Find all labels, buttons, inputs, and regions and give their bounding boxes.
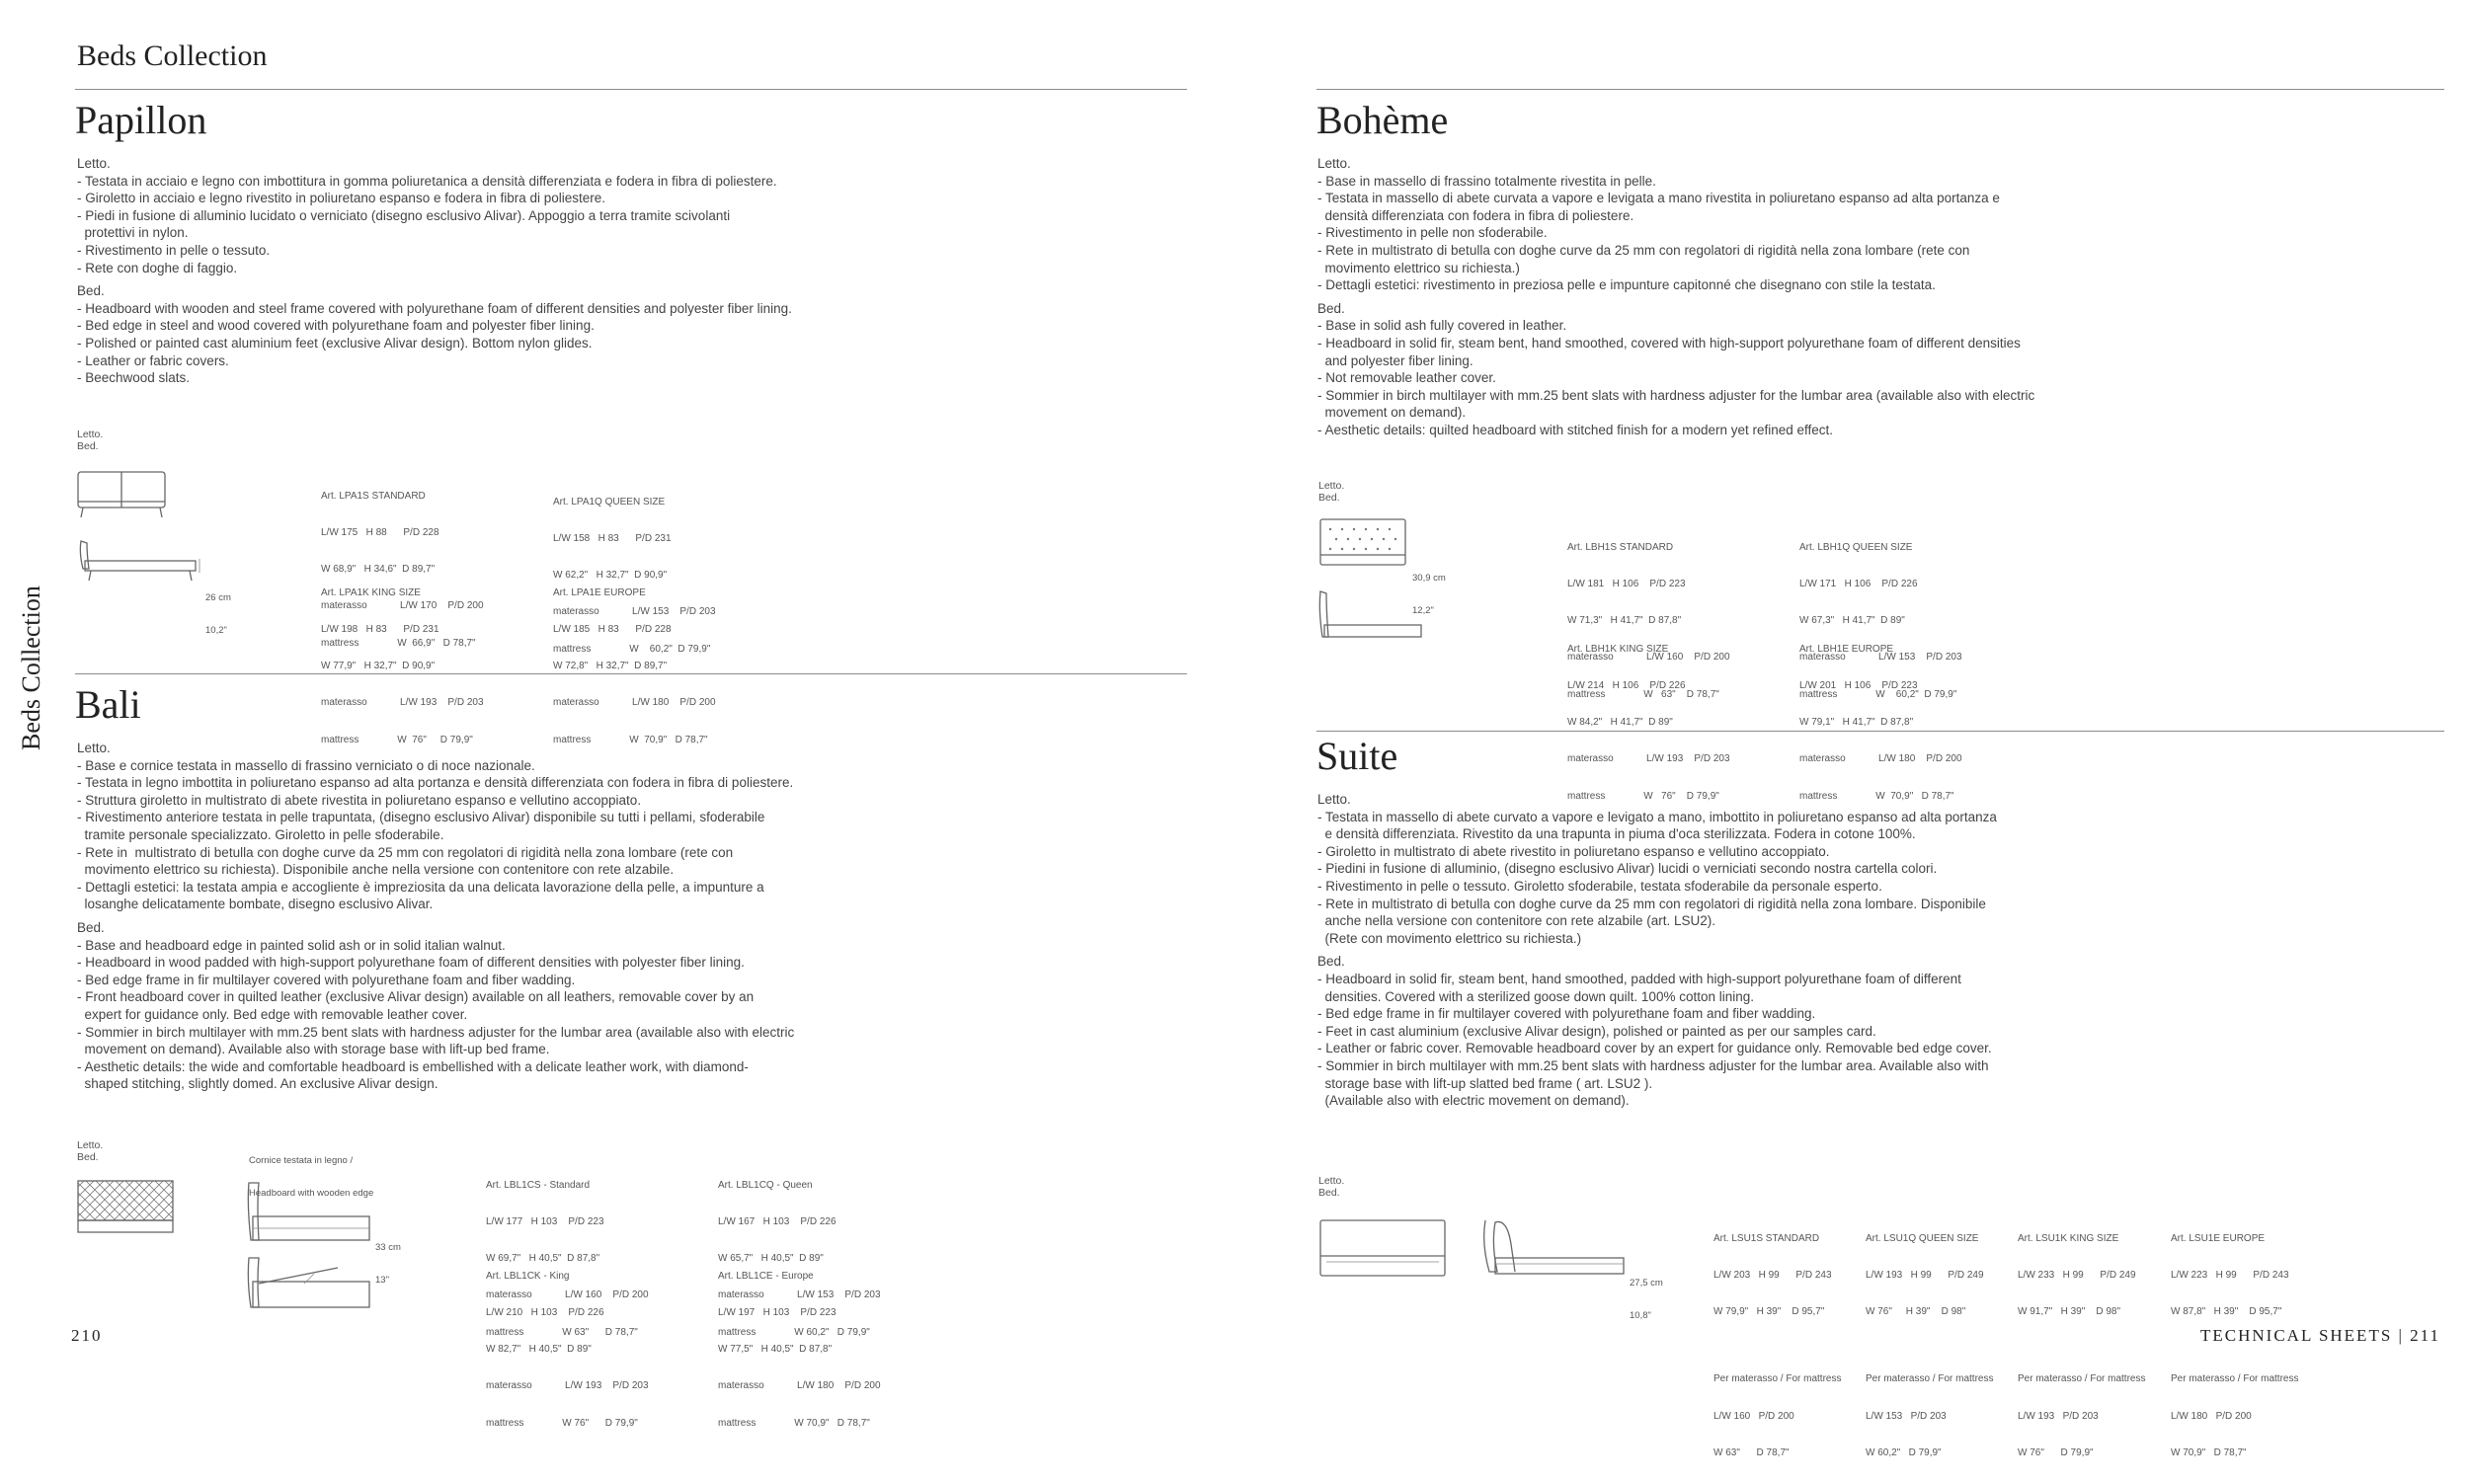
desc-line: expert for guidance only. Bed edge with removable leather cover. <box>77 1006 468 1022</box>
spec-row: W 71,3" H 41,7" D 87,8" <box>1567 615 1682 627</box>
spec-row: W 65,7" H 40,5" D 89" <box>718 1253 824 1265</box>
desc-line: movimento elettrico su richiesta). Disponibile anche nella versione con contenitore con rete alzabile. <box>77 862 675 878</box>
spec-row: L/W 185 H 83 P/D 228 <box>553 624 672 636</box>
desc-line: - Sommier in birch multilayer with mm.25 bent slats with hardness adjuster for the lumbar area (available also with electric <box>77 1024 795 1040</box>
italian-description <box>1317 155 2433 294</box>
spec-row: L/W 160 P/D 200 <box>1713 1410 1794 1422</box>
desc-line: densities. Covered with a sterilized goose down quilt. 100% cotton lining. <box>1317 988 1754 1004</box>
drawing-label-it: Letto. <box>77 429 104 440</box>
desc-line: shaped stitching, slightly domed. An exclusive Alivar design. <box>77 1076 438 1092</box>
desc-line: - Rivestimento anteriore testata in pelle trapuntata, (disegno esclusivo Alivar) disponibile su tutti i pellami, sfoderabile <box>77 810 765 825</box>
desc-line: - Rete in multistrato di betulla con doghe curve da 25 mm con regolatori di rigidità nella zona lombare (rete con <box>1317 242 1970 258</box>
desc-line: - Rete in multistrato di betulla con doghe curve da 25 mm con regolatori di rigidità nella zona lombare. Disponibile <box>1317 896 1986 911</box>
spec-block <box>1713 1209 1841 1484</box>
spec-row: Per materasso / For mattress <box>1866 1373 1994 1385</box>
spec-row: W 63" D 78,7" <box>1713 1446 1790 1458</box>
drawing-label-en: Bed. <box>1318 1187 1340 1200</box>
height-dimension <box>1630 1256 1663 1343</box>
spec-title: Art. LBL1CS - Standard <box>486 1179 591 1191</box>
spec-row: materasso L/W 170 P/D 200 <box>321 600 484 612</box>
spec-row: W 69,7" H 40,5" D 87,8" <box>486 1253 600 1265</box>
spec-row: mattress W 63" D 78,7" <box>1567 688 1719 700</box>
frame-note-en: Headboard with wooden edge <box>249 1188 374 1199</box>
spec-row: mattress W 76" D 79,9" <box>486 1417 638 1429</box>
spec-title: Art. LBH1E EUROPE <box>1799 643 1894 655</box>
spec-row: Per materasso / For mattress <box>2018 1373 2146 1385</box>
desc-line: - Leather or fabric cover. Removable headboard cover by an expert for guidance only. Removable bed edge cover. <box>1317 1041 1992 1056</box>
desc-line: - Front headboard cover in quilted leather (exclusive Alivar design) available on all leathers, removable cover by an <box>77 989 755 1005</box>
desc-line: Letto. <box>77 156 111 171</box>
spec-row: mattress W 60,2" D 79,9" <box>553 643 711 655</box>
spec-row: mattress W 60,2" D 79,9" <box>718 1326 870 1338</box>
desc-line: - Testata in massello di abete curvata a vapore e levigata a mano rivestita in poliuretano espanso ad alta portanza e <box>1317 191 2000 206</box>
desc-line: movement on demand). <box>1317 405 1467 421</box>
spec-row: materasso L/W 193 P/D 203 <box>321 697 484 709</box>
desc-line: Letto. <box>1317 156 1351 171</box>
desc-line: - Giroletto in multistrato di abete rivestito in poliuretano espanso e vellutino accoppiato. <box>1317 843 1830 859</box>
dim-in: 12,2" <box>1412 605 1434 616</box>
spec-title: Art. LBL1CE - Europe <box>718 1270 814 1282</box>
drawing-label-en: Bed. <box>77 1151 99 1164</box>
desc-line: - Leather or fabric covers. <box>77 352 229 368</box>
spec-block <box>2018 1209 2145 1484</box>
spec-row: mattress W 76" D 79,9" <box>1567 790 1719 802</box>
spec-row <box>1866 1343 1993 1349</box>
desc-line: - Sommier in birch multilayer with mm.25 bent slats with hardness adjuster for the lumbar area (available also with electric <box>1317 387 2035 403</box>
spec-title: Art. LPA1Q QUEEN SIZE <box>553 496 666 508</box>
spec-row: L/W 214 H 106 P/D 226 <box>1567 680 1686 692</box>
spec-row: materasso L/W 153 P/D 203 <box>1799 652 1962 664</box>
desc-line: - Rivestimento in pelle o tessuto. <box>77 242 271 258</box>
spec-row: L/W 198 H 83 P/D 231 <box>321 624 439 636</box>
desc-line: - Piedi in fusione di alluminio lucidato o verniciato (disegno esclusivo Alivar). Appoggio a terra tramite scivolanti <box>77 207 731 223</box>
spec-title: Art. LSU1E EUROPE <box>2171 1232 2266 1244</box>
spec-row <box>2171 1343 2298 1349</box>
spec-row: W 77,9" H 32,7" D 90,9" <box>321 661 436 672</box>
spec-row: materasso L/W 193 P/D 203 <box>1567 753 1730 765</box>
desc-line: densità differenziata con fodera in fibra di poliestere. <box>1317 207 1634 223</box>
spec-row: W 84,2" H 41,7" D 89" <box>1567 717 1673 729</box>
right-top-rule <box>1316 89 2444 90</box>
english-description <box>1317 300 2433 439</box>
spec-row: materasso L/W 153 P/D 203 <box>718 1289 881 1301</box>
spec-row: W 72,8" H 32,7" D 89,7" <box>553 661 668 672</box>
spec-row: L/W 167 H 103 P/D 226 <box>718 1216 836 1228</box>
product-description <box>77 740 1183 1099</box>
italian-description <box>77 740 1183 913</box>
spec-row: materasso L/W 160 P/D 200 <box>486 1289 649 1301</box>
spec-row: mattress W 63" D 78,7" <box>486 1326 638 1338</box>
drawing-label <box>1318 480 1344 505</box>
desc-line: - Testata in legno imbottita in poliuretano espanso ad alta portanza e densità differenziata con fodera in fibra di poliestere. <box>77 775 794 791</box>
spec-row <box>1713 1343 1841 1349</box>
spec-row: W 67,3" H 41,7" D 89" <box>1799 615 1905 627</box>
spec-row: W 62,2" H 32,7" D 90,9" <box>553 570 668 582</box>
desc-line: - Headboard in solid fir, steam bent, hand smoothed, covered with high-support polyurethane foam of different densities <box>1317 335 2021 351</box>
desc-line: - Aesthetic details: quilted headboard with stitched finish for a modern yet refined effect. <box>1317 422 1834 437</box>
desc-line: - Polished or painted cast aluminium feet (exclusive Alivar design). Bottom nylon glides. <box>77 335 593 351</box>
spec-row: L/W 210 H 103 P/D 226 <box>486 1307 604 1319</box>
collection-header: Beds Collection <box>77 39 268 72</box>
spec-row: W 91,7" H 39" D 98" <box>2018 1306 2121 1318</box>
desc-line: - Base in massello di frassino totalmente rivestita in pelle. <box>1317 173 1656 189</box>
frame-note-it: Cornice testata in legno / <box>249 1155 354 1166</box>
desc-line: - Base in solid ash fully covered in leather. <box>1317 318 1567 334</box>
spec-row: L/W 177 H 103 P/D 223 <box>486 1216 604 1228</box>
spec-row: L/W 197 H 103 P/D 223 <box>718 1307 836 1319</box>
desc-line: - Not removable leather cover. <box>1317 370 1496 386</box>
desc-line: - Struttura giroletto in multistrato di abete rivestita in poliuretano espanso e vellutino accoppiato. <box>77 792 642 808</box>
spec-row: W 77,5" H 40,5" D 87,8" <box>718 1344 833 1356</box>
drawing-label <box>77 1139 103 1164</box>
desc-line: e densità differenziata. Rivestito da una trapunta in piuma d'oca sterilizzata. Fodera in cotone 100%. <box>1317 826 1916 842</box>
desc-line: - Testata in massello di abete curvato a vapore e levigato a mano, imbottito in poliuretano espanso ad alta portanza <box>1317 809 1997 824</box>
spec-row: L/W 171 H 106 P/D 226 <box>1799 579 1918 590</box>
desc-line: - Base and headboard edge in painted solid ash or in solid italian walnut. <box>77 937 506 953</box>
spec-row: Per materasso / For mattress <box>2171 1373 2299 1385</box>
spec-row: mattress W 70,9" D 78,7" <box>1799 790 1954 802</box>
spec-row: W 82,7" H 40,5" D 89" <box>486 1344 592 1356</box>
spec-row: materasso L/W 160 P/D 200 <box>1567 652 1730 664</box>
dim-in: 10,8" <box>1630 1310 1651 1321</box>
product-description <box>77 155 1183 393</box>
spec-row: L/W 233 H 99 P/D 249 <box>2018 1270 2136 1282</box>
spec-title: Art. LPA1K KING SIZE <box>321 586 421 598</box>
spec-title: Art. LBH1S STANDARD <box>1567 541 1674 553</box>
desc-line: protettivi in nylon. <box>77 225 189 241</box>
spec-row: mattress W 66,9" D 78,7" <box>321 637 476 649</box>
spec-row: mattress W 60,2" D 79,9" <box>1799 688 1957 700</box>
spec-row: L/W 193 H 99 P/D 249 <box>1866 1270 1984 1282</box>
desc-line: anche nella versione con contenitore con rete alzabile (art. LSU2). <box>1317 913 1715 929</box>
desc-line: losanghe delicatamente bombate, disegno esclusivo Alivar. <box>77 897 434 912</box>
desc-line: - Headboard in solid fir, steam bent, hand smoothed, padded with high-support polyurethane foam of different <box>1317 971 1961 986</box>
english-description <box>77 919 1183 1093</box>
drawing-label-it: Letto. <box>1318 1175 1345 1187</box>
spec-row: W 70,9" D 78,7" <box>2171 1446 2247 1458</box>
desc-line: - Piedini in fusione di alluminio, (disegno esclusivo Alivar) lucidi o verniciati secondo nostra cartella colori. <box>1317 861 1938 877</box>
spec-row: materasso L/W 193 P/D 203 <box>486 1380 649 1392</box>
dim-cm: 27,5 cm <box>1630 1278 1663 1289</box>
desc-line: and polyester fiber lining. <box>1317 352 1473 368</box>
dim-in: 13" <box>375 1275 389 1286</box>
drawing-label-it: Letto. <box>77 1139 104 1151</box>
spec-row: materasso L/W 180 P/D 200 <box>553 697 716 709</box>
papillon-front-drawing <box>75 462 174 521</box>
spec-row: L/W 223 H 99 P/D 243 <box>2171 1270 2289 1282</box>
drawing-label-it: Letto. <box>1318 480 1345 492</box>
product-title: Bali <box>75 682 141 727</box>
dim-cm: 33 cm <box>375 1242 401 1253</box>
spec-row: L/W 175 H 88 P/D 228 <box>321 527 439 539</box>
product-title: Suite <box>1316 734 1398 778</box>
desc-line: - Bed edge in steel and wood covered with polyurethane foam and polyester fiber lining. <box>77 318 595 334</box>
dim-cm: 30,9 cm <box>1412 573 1446 584</box>
drawing-label-en: Bed. <box>77 440 99 453</box>
dim-in: 10,2" <box>205 625 227 636</box>
left-page-number: 210 <box>71 1326 103 1345</box>
spec-row: mattress W 76" D 79,9" <box>321 734 473 745</box>
desc-line: - Bed edge frame in fir multilayer covered with polyurethane foam and fiber wadding. <box>77 972 576 987</box>
spec-title: Art. LBL1CQ - Queen <box>718 1179 813 1191</box>
desc-line: (Rete con movimento elettrico su richiesta.) <box>1317 930 1582 946</box>
suite-side-drawing <box>1481 1214 1630 1284</box>
dim-cm: 26 cm <box>205 592 231 603</box>
spec-block <box>1866 1209 1993 1484</box>
spec-row: L/W 153 P/D 203 <box>1866 1410 1947 1422</box>
boheme-front-drawing <box>1316 513 1411 575</box>
desc-line: - Bed edge frame in fir multilayer covered with polyurethane foam and fiber wadding. <box>1317 1006 1816 1022</box>
desc-line: - Headboard with wooden and steel frame covered with polyurethane foam of different densities and polyester fiber lining. <box>77 300 792 316</box>
spec-row: L/W 193 P/D 203 <box>2018 1410 2099 1422</box>
spec-title: Art. LSU1Q QUEEN SIZE <box>1866 1232 1979 1244</box>
desc-line: movimento elettrico su richiesta.) <box>1317 260 1520 275</box>
desc-line: Bed. <box>1317 300 1345 316</box>
spec-row: W 87,8" H 39" D 95,7" <box>2171 1306 2282 1318</box>
side-collection-label: Beds Collection <box>17 586 45 750</box>
spec-block <box>2171 1209 2298 1484</box>
boheme-side-drawing <box>1316 587 1425 647</box>
spec-title: Art. LBL1CK - King <box>486 1270 570 1282</box>
height-dimension <box>205 571 231 658</box>
suite-front-drawing <box>1316 1214 1451 1282</box>
desc-line: - Rivestimento in pelle non sfoderabile. <box>1317 225 1548 241</box>
desc-line: (Available also with electric movement on demand). <box>1317 1093 1630 1109</box>
desc-line: - Dettagli estetici: la testata ampia e accogliente è impreziosita da una delicata lavorazione della pelle, a impunture a <box>77 879 764 895</box>
desc-line: movement on demand). Available also with storage base with lift-up bed frame. <box>77 1042 550 1057</box>
italian-description <box>77 155 1183 276</box>
english-description <box>1317 953 2433 1109</box>
drawing-label <box>1318 1175 1344 1200</box>
height-dimension <box>375 1220 401 1307</box>
desc-line: Bed. <box>77 283 105 299</box>
english-description <box>77 282 1183 387</box>
spec-block <box>718 1246 881 1454</box>
desc-line: Bed. <box>77 919 105 935</box>
product-description <box>1317 791 2433 1116</box>
right-page-number: TECHNICAL SHEETS | 211 <box>2200 1326 2441 1345</box>
spec-row: W 68,9" H 34,6" D 89,7" <box>321 564 436 576</box>
spec-title: Art. LPA1E EUROPE <box>553 586 646 598</box>
desc-line: - Beechwood slats. <box>77 370 191 386</box>
spec-row: L/W 181 H 106 P/D 223 <box>1567 579 1686 590</box>
spec-title: Art. LPA1S STANDARD <box>321 490 426 502</box>
desc-line: - Dettagli estetici: rivestimento in preziosa pelle e impunture capitonné che disegnano con stile la testata. <box>1317 277 1936 293</box>
bali-front-drawing <box>75 1175 178 1238</box>
spec-row: W 79,1" H 41,7" D 87,8" <box>1799 717 1914 729</box>
papillon-side-drawing <box>75 533 203 592</box>
desc-line: - Base e cornice testata in massello di frassino verniciato o di noce nazionale. <box>77 757 535 773</box>
left-top-rule <box>75 89 1187 90</box>
spec-row: mattress W 70,9" D 78,7" <box>718 1417 870 1429</box>
spec-title: Art. LBH1K KING SIZE <box>1567 643 1669 655</box>
spec-row: W 76" H 39" D 98" <box>1866 1306 1966 1318</box>
spec-row: W 60,2" D 79,9" <box>1866 1446 1942 1458</box>
desc-line: Letto. <box>1317 792 1351 807</box>
spec-row: materasso L/W 180 P/D 200 <box>718 1380 881 1392</box>
desc-line: - Headboard in wood padded with high-support polyurethane foam of different densities with polyester fiber lining. <box>77 955 745 971</box>
spec-block <box>486 1246 649 1454</box>
desc-line: tramite personale specializzato. Giroletto in pelle sfoderabile. <box>77 826 444 842</box>
spec-row: materasso L/W 153 P/D 203 <box>553 606 716 618</box>
desc-line: - Rivestimento in pelle o tessuto. Giroletto sfoderabile, testata sfoderabile da personale esperto. <box>1317 878 1882 894</box>
desc-line: - Giroletto in acciaio e legno rivestito in poliuretano espanso e fodera in fibra di poliestere. <box>77 191 606 206</box>
product-title: Papillon <box>75 98 207 142</box>
desc-line: - Aesthetic details: the wide and comfortable headboard is embellished with a delicate leather work, with diamond- <box>77 1058 749 1074</box>
desc-line: - Feet in cast aluminium (exclusive Alivar design), polished or painted as per our samples card. <box>1317 1023 1876 1039</box>
product-description <box>1317 155 2433 445</box>
drawing-label <box>77 429 103 453</box>
spec-row: mattress W 70,9" D 78,7" <box>553 734 708 745</box>
desc-line: - Rete con doghe di faggio. <box>77 260 238 275</box>
spec-row: Per materasso / For mattress <box>1713 1373 1842 1385</box>
spec-row: materasso L/W 180 P/D 200 <box>1799 753 1962 765</box>
spec-row: L/W 180 P/D 200 <box>2171 1410 2252 1422</box>
spec-title: Art. LSU1S STANDARD <box>1713 1232 1820 1244</box>
italian-description <box>1317 791 2433 947</box>
desc-line: - Testata in acciaio e legno con imbottitura in gomma poliuretanica a densità differenziata e fodera in fibra di poliestere. <box>77 173 777 189</box>
product-title: Bohème <box>1316 98 1449 142</box>
desc-line: storage base with lift-up slatted bed frame ( art. LSU2 ). <box>1317 1075 1653 1091</box>
spec-row: W 76" D 79,9" <box>2018 1446 2094 1458</box>
spec-row: L/W 158 H 83 P/D 231 <box>553 533 672 545</box>
spec-row: L/W 201 H 106 P/D 223 <box>1799 680 1918 692</box>
spec-row: W 79,9" H 39" D 95,7" <box>1713 1306 1825 1318</box>
desc-line: - Rete in multistrato di betulla con doghe curve da 25 mm con regolatori di rigidità nella zona lombare (rete con <box>77 844 734 860</box>
spec-title: Art. LBH1Q QUEEN SIZE <box>1799 541 1913 553</box>
desc-line: Letto. <box>77 741 111 755</box>
spec-row <box>2018 1343 2145 1349</box>
desc-line: - Sommier in birch multilayer with mm.25 bent slats with hardness adjuster for the lumbar area. Available also with <box>1317 1057 1989 1073</box>
bali-side-drawing <box>245 1155 373 1313</box>
spec-title: Art. LSU1K KING SIZE <box>2018 1232 2119 1244</box>
spec-row: L/W 203 H 99 P/D 243 <box>1713 1270 1832 1282</box>
drawing-label-en: Bed. <box>1318 492 1340 505</box>
desc-line: Bed. <box>1317 954 1345 970</box>
